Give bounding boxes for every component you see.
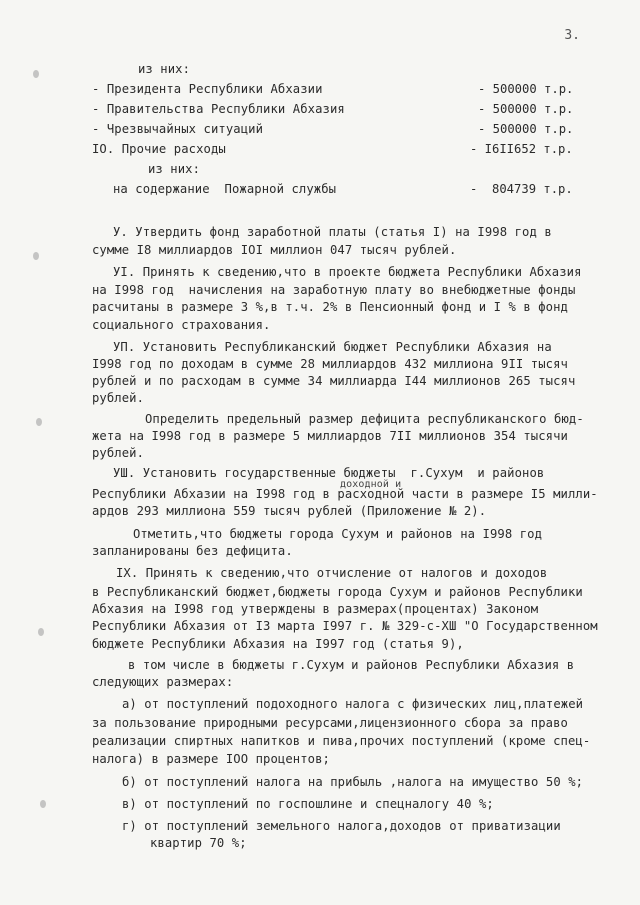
text-line: в Республиканский бюджет,бюджеты города Сухум и районов Республики — [92, 585, 583, 599]
text-line: налога) в размере IOO процентов; — [92, 752, 330, 766]
text-line: рублей. — [92, 391, 145, 405]
text-line: квартир 70 %; — [150, 836, 247, 850]
text-line: - Чрезвычайных ситуаций — [92, 122, 264, 136]
text-line: следующих размерах: — [92, 675, 234, 689]
text-line: Абхазия на I998 год утверждены в размерах(процентах) Законом — [92, 602, 539, 616]
text-line: УШ. Установить государственные бюджеты г.Сухум и районов — [113, 466, 545, 480]
text-line: из них: — [138, 62, 191, 76]
punch-hole-mark — [33, 252, 39, 260]
text-line: - Президента Республики Абхазии — [92, 82, 323, 96]
text-line: за пользование природными ресурсами,лицензионного сбора за право — [92, 716, 568, 730]
text-line: запланированы без дефицита. — [92, 544, 293, 558]
amount-value: - 804739 т.р. — [470, 182, 573, 196]
text-line: IХ. Принять к сведению,что отчисление от налогов и доходов — [116, 566, 548, 580]
punch-hole-mark — [33, 70, 39, 78]
text-line: г) от поступлений земельного налога,доходов от приватизации — [122, 819, 561, 833]
text-line: рублей. — [92, 446, 145, 460]
text-line: на I998 год начисления на заработную плату во внебюджетные фонды — [92, 283, 576, 297]
text-line: социального страхования. — [92, 318, 271, 332]
text-line: расчитаны в размере 3 %,в т.ч. 2% в Пенсионный фонд и I % в фонд — [92, 300, 568, 314]
text-line: I998 год по доходам в сумме 28 миллиардов 432 миллиона 9II тысяч — [92, 357, 568, 371]
text-line: - Правительства Республики Абхазия — [92, 102, 345, 116]
amount-value: - 500000 т.р. — [478, 122, 574, 136]
punch-hole-mark — [40, 800, 46, 808]
text-line: в том числе в бюджеты г.Сухум и районов Республики Абхазия в — [128, 658, 575, 672]
amount-value: - 500000 т.р. — [478, 102, 574, 116]
text-line: реализации спиртных напитков и пива,прочих поступлений (кроме спец- — [92, 734, 591, 748]
text-line: рублей и по расходам в сумме 34 миллиарда I44 миллионов 265 тысяч — [92, 374, 576, 388]
text-line: Отметить,что бюджеты города Сухум и районов на I998 год — [133, 527, 543, 541]
text-line: У. Утвердить фонд заработной платы (статья I) на I998 год в — [113, 225, 552, 239]
text-line: б) от поступлений налога на прибыль ,налога на имущество 50 %; — [122, 775, 584, 789]
text-line: УП. Установить Республиканский бюджет Республики Абхазия на — [113, 340, 552, 354]
text-line: из них: — [148, 162, 201, 176]
punch-hole-mark — [36, 418, 42, 426]
text-line: на содержание Пожарной службы — [113, 182, 337, 196]
text-line: в) от поступлений по госпошлине и спецналогу 40 %; — [122, 797, 494, 811]
amount-value: - 500000 т.р. — [478, 82, 574, 96]
text-line: бюджете Республики Абхазия на I997 год (статья 9), — [92, 637, 464, 651]
text-line: Республики Абхазии на I998 год в расходной части в размере I5 милли- — [92, 487, 598, 501]
text-line: Республики Абхазия от I3 марта I997 г. № 329-с-ХШ "О Государственном — [92, 619, 598, 633]
page-number: 3. — [564, 28, 580, 43]
text-line: Определить предельный размер дефицита республиканского бюд- — [145, 412, 584, 426]
amount-value: - I6II652 т.р. — [470, 142, 573, 156]
text-line: УI. Принять к сведению,что в проекте бюджета Республики Абхазия — [113, 265, 582, 279]
text-line: сумме I8 миллиардов IOI миллион 047 тысяч рублей. — [92, 243, 457, 257]
text-line: ардов 293 миллиона 559 тысяч рублей (Приложение № 2). — [92, 504, 487, 518]
punch-hole-mark — [38, 628, 44, 636]
text-line: IO. Прочие расходы — [92, 142, 226, 156]
text-line: жета на I998 год в размере 5 миллиардов 7II миллионов 354 тысячи — [92, 429, 568, 443]
handwritten-insertion: доходной и — [340, 479, 402, 490]
text-line: а) от поступлений подоходного налога с физических лиц,платежей — [122, 697, 584, 711]
